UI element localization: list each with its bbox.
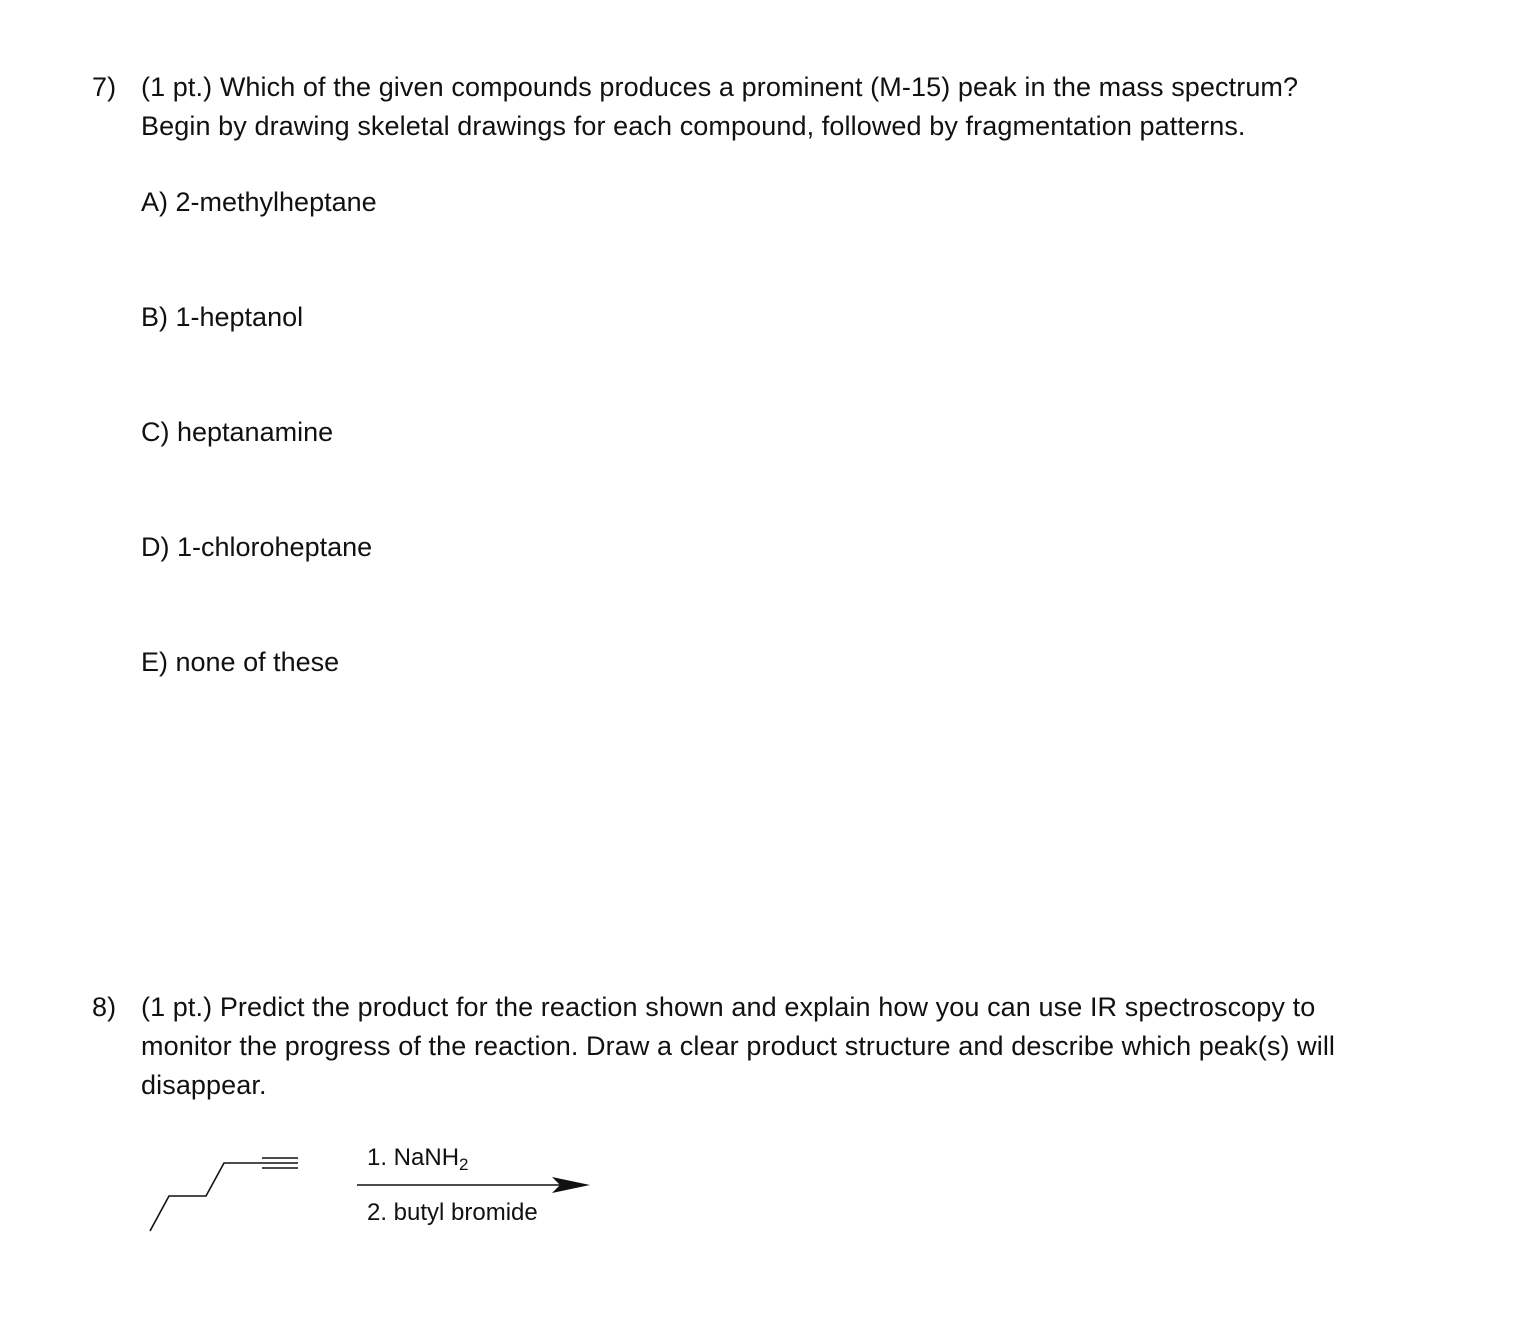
option-c: C) heptanamine (141, 417, 334, 447)
option-e: E) none of these (141, 647, 340, 677)
reagent-2: 2. butyl bromide (367, 1199, 538, 1226)
question-7-number: 7) (92, 72, 117, 102)
question-7-line-2: Begin by drawing skeletal drawings for each compound, followed by fragmentation patterns. (141, 111, 1246, 141)
alkyl-chain (150, 1163, 262, 1231)
reaction-arrow (357, 1177, 590, 1193)
alkyne-skeletal-structure (150, 1158, 298, 1231)
question-8-line-2: monitor the progress of the reaction. Draw a clear product structure and describe which peak(s) will (141, 1031, 1336, 1061)
question-8-number: 8) (92, 992, 117, 1022)
reagent-1 (367, 1144, 469, 1175)
reagent-1-subscript: 2 (459, 1155, 469, 1174)
question-7-line-1: (1 pt.) Which of the given compounds produces a prominent (M-15) peak in the mass spectrum? (141, 72, 1299, 102)
option-d: D) 1-chloroheptane (141, 532, 373, 562)
question-8-line-3: disappear. (141, 1070, 267, 1100)
option-b: B) 1-heptanol (141, 302, 304, 332)
question-8-line-1: (1 pt.) Predict the product for the reaction shown and explain how you can use IR spectroscopy to (141, 992, 1316, 1022)
option-a: A) 2-methylheptane (141, 187, 377, 217)
reagent-1-text: 1. NaNH (367, 1144, 460, 1171)
